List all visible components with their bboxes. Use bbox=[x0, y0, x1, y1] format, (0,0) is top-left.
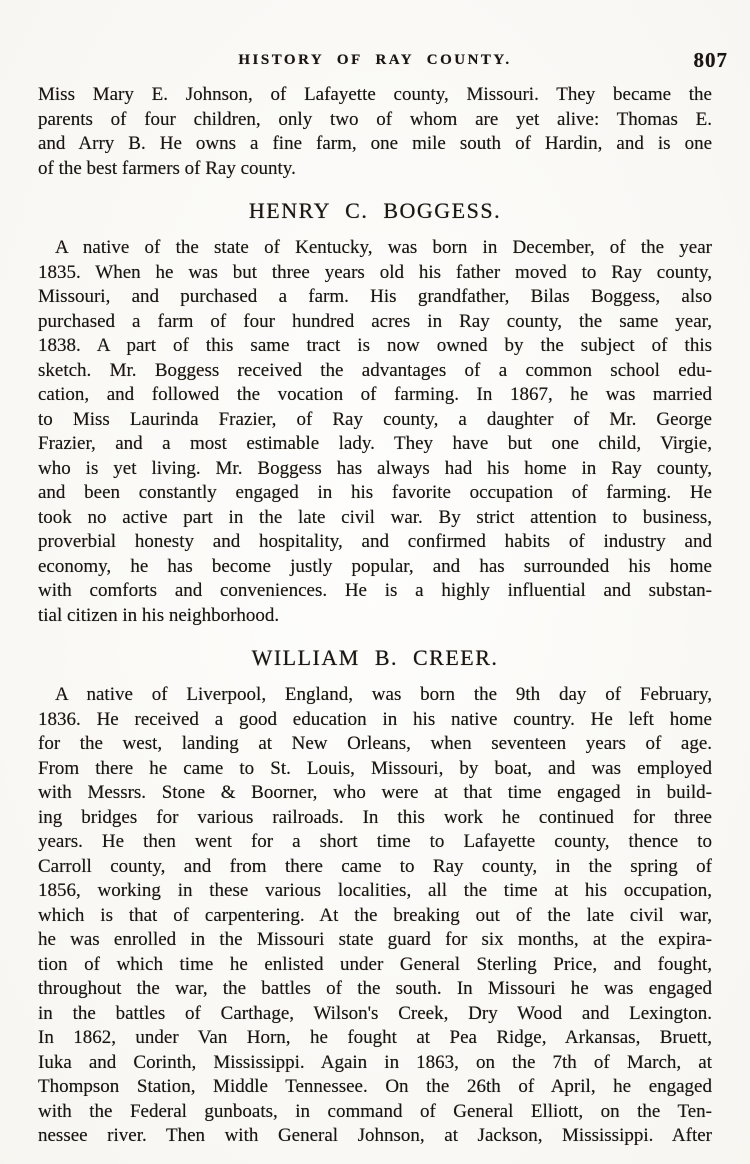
text-line: with comforts and conveniences. He is a highly influential and substan- bbox=[38, 580, 712, 601]
text-line: 1836. He received a good education in his native country. He left home bbox=[38, 708, 712, 730]
text-line: took no active part in the late civil war. By strict attention to business, bbox=[38, 506, 712, 528]
text-line: for the west, landing at New Orleans, when seventeen years of age. bbox=[38, 733, 712, 754]
text-line: he was enrolled in the Missouri state guard for six months, at the expira- bbox=[38, 929, 712, 950]
text-line: tion of which time he enlisted under General Sterling Price, and fought, bbox=[38, 953, 712, 975]
text-line: Carroll county, and from there came to Ray county, in the spring of bbox=[38, 855, 712, 877]
text-line: nessee river. Then with General Johnson, at Jackson, Mississippi. After bbox=[38, 1125, 712, 1146]
page-body bbox=[38, 83, 712, 1149]
page-number: 807 bbox=[693, 48, 728, 72]
section-heading: HENRY C. BOGGESS. bbox=[248, 198, 502, 223]
text-line: to Miss Laurinda Frazier, of Ray county, a daughter of Mr. George bbox=[38, 408, 712, 430]
text-line: purchased a farm of four hundred acres in Ray county, the same year, bbox=[38, 310, 712, 332]
text-line: cation, and followed the vocation of farming. In 1867, he was married bbox=[38, 384, 712, 405]
text-line: A native of the state of Kentucky, was born in December, of the year bbox=[55, 237, 712, 258]
text-line: with the Federal gunboats, in command of General Elliott, on the Ten- bbox=[38, 1100, 712, 1122]
text-line: sketch. Mr. Boggess received the advantages of a common school edu- bbox=[38, 359, 712, 381]
text-line: and been constantly engaged in his favorite occupation of farming. He bbox=[38, 482, 712, 503]
text-line: who is yet living. Mr. Boggess has always had his home in Ray county, bbox=[38, 457, 712, 479]
text-line: ing bridges for various railroads. In this work he continued for three bbox=[38, 806, 712, 828]
text-line: in the battles of Carthage, Wilson's Creek, Dry Wood and Lexington. bbox=[38, 1002, 712, 1024]
text-line: Missouri, and purchased a farm. His grandfather, Bilas Boggess, also bbox=[38, 286, 712, 307]
text-line: 1856, working in these various localities, all the time at his occupation, bbox=[38, 880, 712, 901]
page-header bbox=[0, 48, 750, 80]
text-line: In 1862, under Van Horn, he fought at Pea Ridge, Arkansas, Bruett, bbox=[38, 1027, 712, 1048]
text-line: 1835. When he was but three years old his father moved to Ray county, bbox=[38, 261, 712, 283]
text-line: Miss Mary E. Johnson, of Lafayette county, Missouri. They became the bbox=[38, 84, 712, 105]
text-line: A native of Liverpool, England, was born the 9th day of February, bbox=[55, 684, 712, 705]
text-line: years. He then went for a short time to Lafayette county, thence to bbox=[38, 831, 712, 852]
text-line: of the best farmers of Ray county. bbox=[38, 157, 296, 179]
text-line: and Arry B. He owns a fine farm, one mile south of Hardin, and is one bbox=[38, 133, 712, 154]
paragraph bbox=[38, 683, 712, 1149]
text-line: 1838. A part of this same tract is now owned by the subject of this bbox=[38, 335, 712, 356]
paragraph bbox=[38, 83, 712, 181]
text-line: Frazier, and a most estimable lady. They have but one child, Virgie, bbox=[38, 433, 712, 454]
text-line: proverbial honesty and hospitality, and confirmed habits of industry and bbox=[38, 531, 712, 552]
text-line: throughout the war, the battles of the south. In Missouri he was engaged bbox=[38, 978, 712, 999]
text-line: with Messrs. Stone & Boorner, who were at that time engaged in build- bbox=[38, 782, 712, 803]
text-line: parents of four children, only two of whom are yet alive: Thomas E. bbox=[38, 108, 712, 130]
text-line: economy, he has become justly popular, and has surrounded his home bbox=[38, 555, 712, 577]
text-line: which is that of carpentering. At the breaking out of the late civil war, bbox=[38, 904, 712, 926]
text-line: From there he came to St. Louis, Missouri, by boat, and was employed bbox=[38, 757, 712, 779]
text-line: Thompson Station, Middle Tennessee. On the 26th of April, he engaged bbox=[38, 1076, 712, 1097]
section-heading: WILLIAM B. CREER. bbox=[251, 645, 499, 670]
running-title: HISTORY OF RAY COUNTY. bbox=[238, 52, 512, 68]
text-line: tial citizen in his neighborhood. bbox=[38, 604, 280, 626]
paragraph bbox=[38, 236, 712, 628]
text-line: Iuka and Corinth, Mississippi. Again in 1863, on the 7th of March, at bbox=[38, 1051, 712, 1073]
